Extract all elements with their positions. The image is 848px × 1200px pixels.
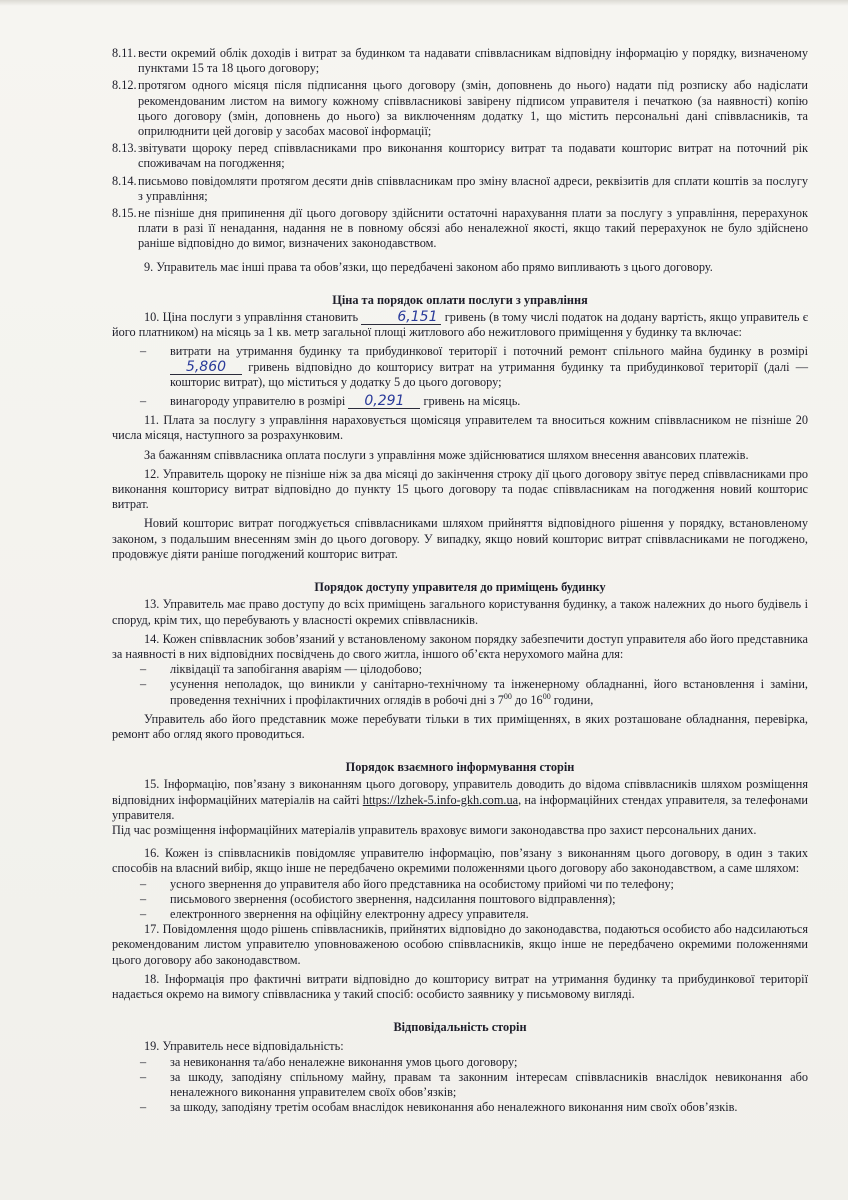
clause-10-item-2: – винагороду управителю в розмірі 0,291 гривень на місяць.: [112, 394, 808, 409]
clause-12: 12. Управитель щороку не пізніше ніж за два місяці до закінчення строку дії цього договору звітує перед співвласниками про виконання кошторису витрат відповідно до пункту 15 цього договору та подає співвласникам на погодження новий кошторис витрат.: [112, 466, 808, 512]
clause-12-new-estimate: Новий кошторис витрат погоджується співвласниками шляхом прийняття відповідного рішення у порядку, встановленому законом, з подальшим внесенням змін до цього договору. У випадку, якщо новий кошторис витрат співвласниками не погоджено, продовжує діяти раніше погоджений кошторис витрат.: [112, 516, 808, 561]
clause-text: вести окремий облік доходів і витрат за будинком та надавати співвласникам відповідну інформацію у порядку, визначеному пунктами 15 та 18 цього договору;: [138, 46, 808, 76]
clause-text: протягом одного місяця після підписання цього договору (змін, доповнень до нього) надати під розписку або надіслати рекомендованим листом на вимогу кожному співвласникові завірену підписом управителя і печаткою (за наявності) копію цього договору (змін, доповнень до нього) за виключенням додатку 1, що містить персональні дані співвласників, та оприлюднити цей договір у засобах масової інформації;: [138, 78, 808, 139]
clause-19: 19. Управитель несе відповідальність:: [144, 1039, 344, 1054]
clause-11: 11. Плата за послугу з управління нараховується щомісяця управителем та вноситься кожним співвласником не пізніше 20 числа місяця, наступного за розрахунковим.: [112, 413, 808, 443]
clause-14-note: Управитель або його представник може перебувати тільки в тих приміщеннях, в яких розташоване обладнання, перевірка, ремонт або огляд якого проводиться.: [112, 711, 808, 741]
heading-price: Ціна та порядок оплати послуги з управління: [332, 292, 588, 307]
clause-16-item: – електронного звернення на офіційну електронну адресу управителя.: [112, 907, 808, 922]
clause-text: звітувати щороку перед співвласниками про виконання кошторису витрат та подавати кошторис витрат на поточний рік споживачам на погодження;: [138, 141, 808, 171]
clause-number: 8.12.: [112, 78, 137, 93]
clause-16-item: – усного звернення до управителя або його представника на особистому прийомі чи по телефону;: [112, 877, 808, 892]
clause-8-subitems: [112, 46, 808, 252]
clause-number: 8.14.: [112, 173, 137, 188]
clause-8-subitem: [112, 206, 808, 252]
clause-16-items: [112, 877, 808, 923]
handwritten-manager-fee: 0,291: [348, 395, 420, 409]
clause-14-item-2: – усунення неполадок, що виникли у санітарно-технічному та інженерному обладнанні, його встановлення і заміни, проведення технічних і профілактичних оглядів в робочі дні з $7^{00}$ до $16^{00}$ години,: [112, 677, 808, 707]
clause-8-subitem: [112, 78, 808, 139]
heading-access: Порядок доступу управителя до приміщень будинку: [314, 580, 606, 595]
clause-number: 8.15.: [112, 206, 137, 221]
clause-text: не пізніше дня припинення дії цього договору здійснити остаточні нарахування плати за послугу з управління, перерахунок плати в разі її ненадання, надання не в повному обсязі або неналежної якості, якщо такий перерахунок не було здійснено раніше відповідно до вимог, визначених законодавством.: [138, 206, 808, 251]
handwritten-price: 6,151: [361, 311, 441, 325]
clause-14-item-1: – ліквідації та запобігання аваріям — цілодобово;: [112, 662, 808, 677]
clause-16-item: – письмового звернення (особистого звернення, надсилання поштового відправлення);: [112, 892, 808, 907]
clause-15: 15. Інформацію, пов’язану з виконанням цього договору, управитель доводить до відома співвласників шляхом розміщення відповідних інформаційних матеріалів на сайті https://lzhek-5.info-gkh.com.ua, на інформаційних стендах управителя, за телефонами управителя.: [112, 777, 808, 822]
clause-19-item: – за невиконання та/або неналежне виконання умов цього договору;: [112, 1055, 808, 1070]
clause-19-item: – за шкоду, заподіяну третім особам внаслідок невиконання або неналежного виконання ним своїх обов’язків.: [112, 1100, 808, 1115]
clause-17: 17. Повідомлення щодо рішень співвласників, прийнятих відповідно до законодавства, подаються особисто або надсилаються рекомендованим листом управителю уповноваженою особою співвласників, якщо інше не передбачено окремими положеннями цього договору або законодавством.: [112, 922, 808, 967]
clause-text: письмово повідомляти протягом десяти днів співвласникам про зміну власної адреси, реквізитів для сплати коштів за послугу з управління;: [138, 173, 808, 203]
scan-fold-shadow: [0, 0, 848, 6]
clause-11-advance: За бажанням співвласника оплата послуги з управління може здійснюватися шляхом внесення авансових платежів.: [144, 447, 749, 462]
handwritten-maintenance-cost: 5,860: [170, 361, 242, 375]
clause-18: 18. Інформація про фактичні витрати відповідно до кошторису витрат на утримання будинку та прибудинкової території надається окремо на вимогу співвласника у такий спосіб: особисто заявнику у письмовому вигляді.: [112, 971, 808, 1001]
website-link[interactable]: https://lzhek-5.info-gkh.com.ua: [362, 792, 519, 807]
clause-13: 13. Управитель має право доступу до всіх приміщень загального користування будинку, а також належних до нього будівель і споруд, крім тих, що перебувають у власності окремих співвласників.: [112, 597, 808, 627]
clause-19-item: – за шкоду, заподіяну спільному майну, правам та законним інтересам співвласників внаслідок невиконання або неналежного виконання управителем своїх обов’язків;: [112, 1070, 808, 1100]
clause-8-subitem: [112, 46, 808, 76]
clause-number: 8.11.: [112, 46, 137, 60]
clause-9: 9. Управитель має інші права та обов’язки, що передбачені законом або прямо випливають з цього договору.: [144, 259, 713, 274]
heading-responsibility: Відповідальність сторін: [393, 1020, 527, 1035]
clause-10: 10. Ціна послуги з управління становить 6,151 гривень (в тому числі податок на додану вартість, якщо управитель є його платником) на місяць за 1 кв. метр загальної площі житлового або нежитлового приміщення у будинку та включає:: [112, 309, 809, 340]
clause-15-privacy: Під час розміщення інформаційних матеріалів управитель враховує вимоги законодавства про захист персональних даних.: [112, 822, 757, 837]
clause-8-subitem: [112, 174, 808, 204]
heading-info: Порядок взаємного інформування сторін: [345, 760, 575, 775]
clause-16: 16. Кожен із співвласників повідомляє управителю інформацію, пов’язану з виконанням цього договору, в один з таких способів на власний вибір, якщо інше не передбачено окремими положеннями цього договору або законодавством, а саме шляхом:: [112, 846, 808, 876]
clause-8-subitem: [112, 141, 808, 171]
clause-number: 8.13.: [112, 141, 137, 156]
clause-19-items: [112, 1055, 808, 1116]
contract-text: [112, 46, 808, 1115]
clause-14: 14. Кожен співвласник зобов’язаний у встановленому законом порядку забезпечити доступ управителя або його представника за наявності в них відповідних посвідчень до свого житла, іншого об’єкта нерухомого майна для:: [112, 631, 808, 661]
clause-10-item-1: – витрати на утримання будинку та прибудинкової території і поточний ремонт спільного майна будинку в розмірі 5,860 гривень відповідно до кошторису витрат на утримання будинку та прибудинкової території (далі — кошторис витрат), що міститься у додатку 5 до цього договору;: [112, 344, 808, 390]
